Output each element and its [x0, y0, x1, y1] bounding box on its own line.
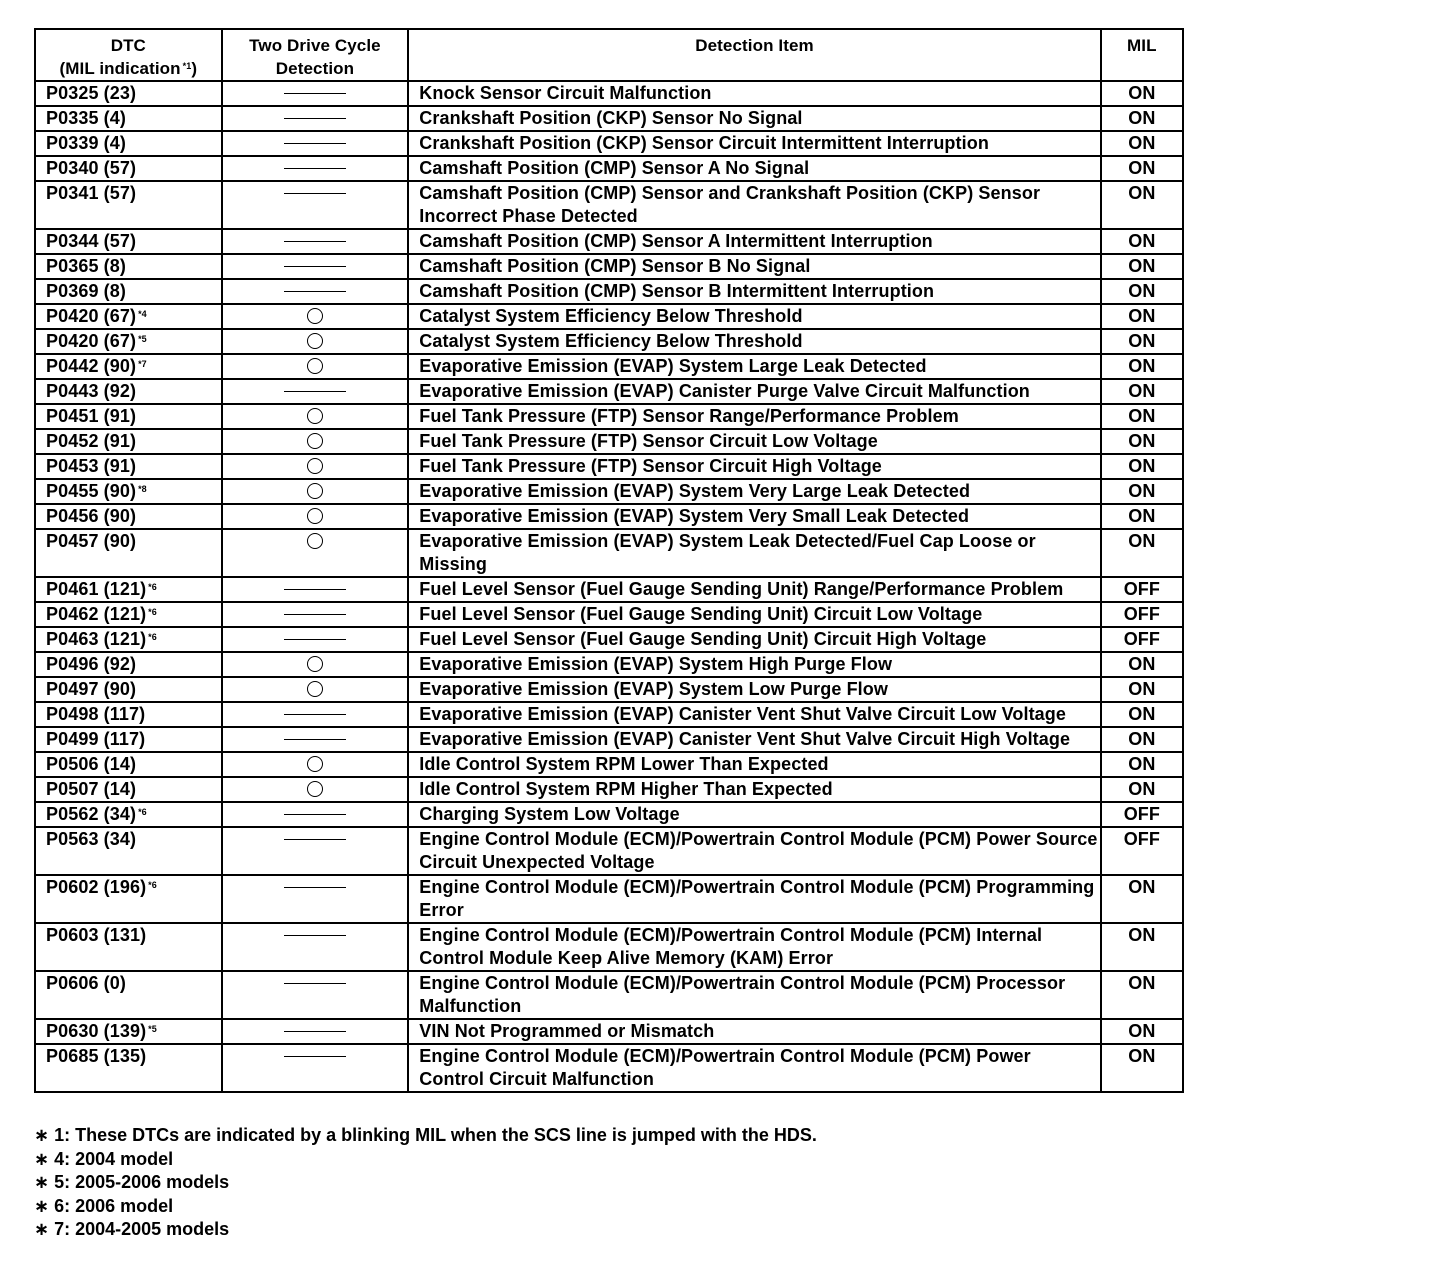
dash-icon — [284, 168, 346, 169]
dtc-code: P0420 (67) — [46, 331, 137, 351]
two-drive-cycle-cell — [222, 131, 409, 156]
mil-status-cell: ON — [1101, 529, 1183, 577]
two-drive-cycle-cell — [222, 652, 409, 677]
detection-item-cell: Camshaft Position (CMP) Sensor B Intermittent Interruption — [408, 279, 1100, 304]
dtc-code: P0685 (135) — [46, 1046, 147, 1066]
dtc-code: P0451 (91) — [46, 406, 137, 426]
circle-icon — [307, 533, 323, 549]
detection-item-cell: Catalyst System Efficiency Below Threshold — [408, 304, 1100, 329]
mil-status-cell: ON — [1101, 156, 1183, 181]
table-row — [35, 652, 1183, 677]
mil-status-cell: ON — [1101, 702, 1183, 727]
table-row — [35, 875, 1183, 923]
footnote-ref: *6 — [148, 632, 157, 642]
dtc-code: P0496 (92) — [46, 654, 137, 674]
two-drive-cycle-cell — [222, 627, 409, 652]
table-row — [35, 1044, 1183, 1092]
mil-status-cell: ON — [1101, 454, 1183, 479]
footnote-line: ∗ 1: These DTCs are indicated by a blinking MIL when the SCS line is jumped with the HDS. — [34, 1125, 817, 1145]
dtc-code: P0365 (8) — [46, 256, 126, 276]
dtc-code-cell — [35, 156, 222, 181]
table-row — [35, 752, 1183, 777]
mil-status-cell: OFF — [1101, 802, 1183, 827]
dtc-code: P0369 (8) — [46, 281, 126, 301]
circle-icon — [307, 781, 323, 797]
dtc-code-cell — [35, 627, 222, 652]
table-row — [35, 254, 1183, 279]
dash-icon — [284, 935, 346, 936]
dtc-code: P0498 (117) — [46, 704, 146, 724]
detection-item-cell: Fuel Level Sensor (Fuel Gauge Sending Unit) Range/Performance Problem — [408, 577, 1100, 602]
two-drive-cycle-cell — [222, 181, 409, 229]
dtc-code: P0442 (90) — [46, 356, 137, 376]
table-row — [35, 971, 1183, 1019]
two-drive-cycle-cell — [222, 702, 409, 727]
detection-item-cell: VIN Not Programmed or Mismatch — [408, 1019, 1100, 1044]
mil-status-cell: ON — [1101, 1044, 1183, 1092]
two-drive-cycle-cell — [222, 329, 409, 354]
dash-icon — [284, 143, 346, 144]
mil-status-cell: ON — [1101, 429, 1183, 454]
mil-status-cell: ON — [1101, 971, 1183, 1019]
table-row — [35, 304, 1183, 329]
two-drive-cycle-cell — [222, 254, 409, 279]
circle-icon — [307, 458, 323, 474]
detection-item-cell: Camshaft Position (CMP) Sensor and Crankshaft Position (CKP) Sensor Incorrect Phase Detected — [408, 181, 1100, 229]
detection-item-cell: Camshaft Position (CMP) Sensor A Intermittent Interruption — [408, 229, 1100, 254]
dtc-code-cell — [35, 652, 222, 677]
footnote-ref: *6 — [148, 582, 157, 592]
dtc-code-cell — [35, 875, 222, 923]
dash-icon — [284, 241, 346, 242]
dash-icon — [284, 639, 346, 640]
dash-icon — [284, 814, 346, 815]
dash-icon — [284, 1056, 346, 1057]
detection-item-column-header: Detection Item — [408, 29, 1100, 81]
dtc-code-cell — [35, 529, 222, 577]
two-drive-cycle-cell — [222, 279, 409, 304]
circle-icon — [307, 656, 323, 672]
two-drive-cycle-cell — [222, 802, 409, 827]
dtc-code: P0340 (57) — [46, 158, 137, 178]
dtc-code-cell — [35, 354, 222, 379]
detection-item-cell: Evaporative Emission (EVAP) System Large Leak Detected — [408, 354, 1100, 379]
table-row — [35, 677, 1183, 702]
dtc-code: P0497 (90) — [46, 679, 137, 699]
table-row — [35, 429, 1183, 454]
dtc-code-cell — [35, 404, 222, 429]
dtc-code: P0455 (90) — [46, 481, 137, 501]
circle-icon — [307, 508, 323, 524]
detection-item-cell: Camshaft Position (CMP) Sensor B No Signal — [408, 254, 1100, 279]
two-drive-cycle-cell — [222, 827, 409, 875]
dtc-code-cell — [35, 827, 222, 875]
dtc-code-cell — [35, 727, 222, 752]
mil-status-cell: OFF — [1101, 627, 1183, 652]
dtc-code-cell — [35, 106, 222, 131]
dtc-code: P0603 (131) — [46, 925, 147, 945]
dtc-code-cell — [35, 802, 222, 827]
table-row — [35, 354, 1183, 379]
two-drive-cycle-cell — [222, 971, 409, 1019]
detection-item-cell: Evaporative Emission (EVAP) Canister Vent Shut Valve Circuit High Voltage — [408, 727, 1100, 752]
mil-status-cell: ON — [1101, 677, 1183, 702]
footnote-ref: *6 — [138, 807, 147, 817]
dtc-code-cell — [35, 379, 222, 404]
table-row — [35, 329, 1183, 354]
dash-icon — [284, 983, 346, 984]
table-row — [35, 106, 1183, 131]
dtc-code-cell — [35, 279, 222, 304]
mil-status-cell: ON — [1101, 1019, 1183, 1044]
detection-item-cell: Knock Sensor Circuit Malfunction — [408, 81, 1100, 106]
two-drive-cycle-cell — [222, 229, 409, 254]
mil-status-cell: ON — [1101, 479, 1183, 504]
detection-item-cell: Idle Control System RPM Lower Than Expected — [408, 752, 1100, 777]
dtc-code-cell — [35, 702, 222, 727]
detection-item-cell: Fuel Tank Pressure (FTP) Sensor Range/Performance Problem — [408, 404, 1100, 429]
detection-item-cell: Evaporative Emission (EVAP) Canister Vent Shut Valve Circuit Low Voltage — [408, 702, 1100, 727]
dash-icon — [284, 614, 346, 615]
detection-item-cell: Evaporative Emission (EVAP) System Very Large Leak Detected — [408, 479, 1100, 504]
dtc-code: P0463 (121) — [46, 629, 147, 649]
mil-status-cell: ON — [1101, 181, 1183, 229]
dash-icon — [284, 714, 346, 715]
mil-status-cell: ON — [1101, 131, 1183, 156]
footnote-ref: *5 — [148, 1024, 157, 1034]
dtc-code: P0341 (57) — [46, 183, 137, 203]
footnote-ref: *6 — [148, 607, 157, 617]
dtc-code: P0461 (121) — [46, 579, 147, 599]
table-row — [35, 504, 1183, 529]
dash-icon — [284, 291, 346, 292]
dtc-code: P0457 (90) — [46, 531, 137, 551]
mil-status-cell: ON — [1101, 254, 1183, 279]
detection-item-cell: Evaporative Emission (EVAP) System High Purge Flow — [408, 652, 1100, 677]
dash-icon — [284, 1031, 346, 1032]
dtc-code: P0606 (0) — [46, 973, 126, 993]
table-row — [35, 827, 1183, 875]
dtc-table-body — [35, 81, 1183, 1092]
two-drive-cycle-cell — [222, 529, 409, 577]
table-row — [35, 479, 1183, 504]
two-drive-cycle-cell — [222, 677, 409, 702]
table-row — [35, 279, 1183, 304]
dtc-code-cell — [35, 1019, 222, 1044]
footnote-line: ∗ 7: 2004-2005 models — [34, 1219, 230, 1239]
detection-item-cell: Camshaft Position (CMP) Sensor A No Signal — [408, 156, 1100, 181]
detection-item-cell: Idle Control System RPM Higher Than Expected — [408, 777, 1100, 802]
dtc-code: P0563 (34) — [46, 829, 137, 849]
table-row — [35, 1019, 1183, 1044]
dtc-code: P0630 (139) — [46, 1021, 147, 1041]
table-row — [35, 379, 1183, 404]
dtc-code: P0452 (91) — [46, 431, 137, 451]
detection-item-cell: Fuel Tank Pressure (FTP) Sensor Circuit High Voltage — [408, 454, 1100, 479]
dtc-table — [34, 28, 1184, 1093]
two-drive-cycle-cell — [222, 454, 409, 479]
dash-icon — [284, 118, 346, 119]
circle-icon — [307, 681, 323, 697]
mil-status-cell: ON — [1101, 652, 1183, 677]
two-drive-cycle-cell — [222, 602, 409, 627]
dtc-code: P0443 (92) — [46, 381, 137, 401]
detection-item-cell: Engine Control Module (ECM)/Powertrain Control Module (PCM) Internal Control Module Keep Alive Memory (KAM) Error — [408, 923, 1100, 971]
dtc-code-cell — [35, 504, 222, 529]
dash-icon — [284, 391, 346, 392]
table-row — [35, 602, 1183, 627]
footnote-ref: *4 — [138, 309, 147, 319]
footnote-line: ∗ 6: 2006 model — [34, 1195, 174, 1216]
dash-icon — [284, 739, 346, 740]
detection-item-cell: Evaporative Emission (EVAP) System Very Small Leak Detected — [408, 504, 1100, 529]
dtc-code-cell — [35, 429, 222, 454]
table-row — [35, 454, 1183, 479]
dtc-code-cell — [35, 971, 222, 1019]
dtc-code-cell — [35, 229, 222, 254]
table-row — [35, 156, 1183, 181]
table-row — [35, 702, 1183, 727]
dtc-code: P0506 (14) — [46, 754, 137, 774]
dash-icon — [284, 839, 346, 840]
mil-status-cell: ON — [1101, 504, 1183, 529]
header-row — [35, 29, 1183, 81]
dtc-code: P0602 (196) — [46, 877, 147, 897]
table-row — [35, 404, 1183, 429]
two-drive-cycle-cell — [222, 379, 409, 404]
table-row — [35, 529, 1183, 577]
table-row — [35, 81, 1183, 106]
dtc-code: P0325 (23) — [46, 83, 137, 103]
footnote-ref: *5 — [138, 334, 147, 344]
dtc-code: P0507 (14) — [46, 779, 137, 799]
table-row — [35, 131, 1183, 156]
detection-item-cell: Evaporative Emission (EVAP) Canister Purge Valve Circuit Malfunction — [408, 379, 1100, 404]
dtc-code-cell — [35, 81, 222, 106]
detection-item-cell: Crankshaft Position (CKP) Sensor Circuit Intermittent Interruption — [408, 131, 1100, 156]
detection-item-cell: Crankshaft Position (CKP) Sensor No Signal — [408, 106, 1100, 131]
dtc-code: P0462 (121) — [46, 604, 147, 624]
dtc-code-cell — [35, 329, 222, 354]
two-drive-cycle-cell — [222, 156, 409, 181]
detection-item-cell: Engine Control Module (ECM)/Powertrain Control Module (PCM) Programming Error — [408, 875, 1100, 923]
mil-status-cell: ON — [1101, 329, 1183, 354]
detection-item-cell: Evaporative Emission (EVAP) System Low Purge Flow — [408, 677, 1100, 702]
dtc-code: P0344 (57) — [46, 231, 137, 251]
table-row — [35, 923, 1183, 971]
dash-icon — [284, 266, 346, 267]
mil-status-cell: ON — [1101, 354, 1183, 379]
dtc-header-note: *1 — [182, 61, 192, 71]
mil-status-cell: ON — [1101, 106, 1183, 131]
two-drive-cycle-cell — [222, 875, 409, 923]
dtc-header-line1: DTC — [110, 36, 146, 55]
circle-icon — [307, 483, 323, 499]
circle-icon — [307, 333, 323, 349]
two-drive-cycle-cell — [222, 81, 409, 106]
table-row — [35, 577, 1183, 602]
circle-icon — [307, 408, 323, 424]
two-drive-cycle-cell — [222, 354, 409, 379]
dtc-code: P0562 (34) — [46, 804, 137, 824]
footnotes — [34, 1124, 817, 1242]
dash-icon — [284, 887, 346, 888]
two-drive-cycle-cell — [222, 304, 409, 329]
mil-status-cell: ON — [1101, 923, 1183, 971]
dtc-code-cell — [35, 777, 222, 802]
two-drive-cycle-cell — [222, 504, 409, 529]
mil-status-cell: ON — [1101, 379, 1183, 404]
dtc-header-line2: (MIL indication — [59, 59, 181, 78]
dtc-code-cell — [35, 479, 222, 504]
mil-status-cell: ON — [1101, 279, 1183, 304]
mil-status-cell: ON — [1101, 727, 1183, 752]
two-drive-cycle-cell — [222, 106, 409, 131]
detection-item-cell: Fuel Level Sensor (Fuel Gauge Sending Unit) Circuit High Voltage — [408, 627, 1100, 652]
circle-icon — [307, 433, 323, 449]
detection-item-cell: Charging System Low Voltage — [408, 802, 1100, 827]
two-drive-column-header: Two Drive Cycle Detection — [222, 29, 409, 81]
two-drive-cycle-cell — [222, 577, 409, 602]
mil-status-cell: ON — [1101, 81, 1183, 106]
two-drive-cycle-cell — [222, 1044, 409, 1092]
dtc-code-cell — [35, 602, 222, 627]
dtc-code-cell — [35, 454, 222, 479]
footnote-line: ∗ 4: 2004 model — [34, 1148, 174, 1169]
mil-status-cell: ON — [1101, 752, 1183, 777]
dtc-code-cell — [35, 254, 222, 279]
dtc-code-cell — [35, 752, 222, 777]
dash-icon — [284, 589, 346, 590]
mil-status-cell: ON — [1101, 404, 1183, 429]
table-row — [35, 777, 1183, 802]
mil-status-cell: ON — [1101, 304, 1183, 329]
mil-column-header: MIL — [1101, 29, 1183, 81]
dtc-code: P0456 (90) — [46, 506, 137, 526]
mil-status-cell: ON — [1101, 777, 1183, 802]
detection-item-cell: Fuel Level Sensor (Fuel Gauge Sending Unit) Circuit Low Voltage — [408, 602, 1100, 627]
detection-item-cell: Engine Control Module (ECM)/Powertrain Control Module (PCM) Power Source Circuit Unexpected Voltage — [408, 827, 1100, 875]
mil-status-cell: ON — [1101, 229, 1183, 254]
dtc-code-cell — [35, 677, 222, 702]
circle-icon — [307, 756, 323, 772]
mil-status-cell: ON — [1101, 875, 1183, 923]
dtc-code-cell — [35, 577, 222, 602]
mil-status-cell: OFF — [1101, 827, 1183, 875]
footnote-ref: *8 — [138, 484, 147, 494]
footnote-ref: *6 — [148, 880, 157, 890]
table-row — [35, 727, 1183, 752]
two-drive-cycle-cell — [222, 752, 409, 777]
two-drive-cycle-cell — [222, 479, 409, 504]
dtc-code-cell — [35, 181, 222, 229]
two-drive-cycle-cell — [222, 727, 409, 752]
detection-item-cell: Catalyst System Efficiency Below Threshold — [408, 329, 1100, 354]
mil-status-cell: OFF — [1101, 602, 1183, 627]
dtc-code: P0499 (117) — [46, 729, 146, 749]
dtc-code: P0339 (4) — [46, 133, 126, 153]
dtc-code-cell — [35, 1044, 222, 1092]
table-row — [35, 229, 1183, 254]
detection-item-cell: Engine Control Module (ECM)/Powertrain Control Module (PCM) Processor Malfunction — [408, 971, 1100, 1019]
dtc-code-cell — [35, 923, 222, 971]
dash-icon — [284, 193, 346, 194]
table-row — [35, 627, 1183, 652]
two-drive-cycle-cell — [222, 404, 409, 429]
table-row — [35, 802, 1183, 827]
two-drive-cycle-cell — [222, 777, 409, 802]
dtc-column-header: DTC (MIL indication $^{*1}$) — [35, 29, 222, 81]
detection-item-cell: Engine Control Module (ECM)/Powertrain Control Module (PCM) Power Control Circuit Malfunction — [408, 1044, 1100, 1092]
dash-icon — [284, 93, 346, 94]
dtc-code-cell — [35, 304, 222, 329]
dtc-code: P0453 (91) — [46, 456, 137, 476]
mil-status-cell: OFF — [1101, 577, 1183, 602]
two-drive-cycle-cell — [222, 429, 409, 454]
dtc-code-cell — [35, 131, 222, 156]
detection-item-cell: Evaporative Emission (EVAP) System Leak Detected/Fuel Cap Loose or Missing — [408, 529, 1100, 577]
dtc-code: P0420 (67) — [46, 306, 137, 326]
two-drive-cycle-cell — [222, 1019, 409, 1044]
footnote-ref: *7 — [138, 359, 147, 369]
detection-item-cell: Fuel Tank Pressure (FTP) Sensor Circuit Low Voltage — [408, 429, 1100, 454]
two-drive-cycle-cell — [222, 923, 409, 971]
dtc-code: P0335 (4) — [46, 108, 126, 128]
circle-icon — [307, 308, 323, 324]
circle-icon — [307, 358, 323, 374]
footnote-line: ∗ 5: 2005-2006 models — [34, 1172, 230, 1192]
table-row — [35, 181, 1183, 229]
